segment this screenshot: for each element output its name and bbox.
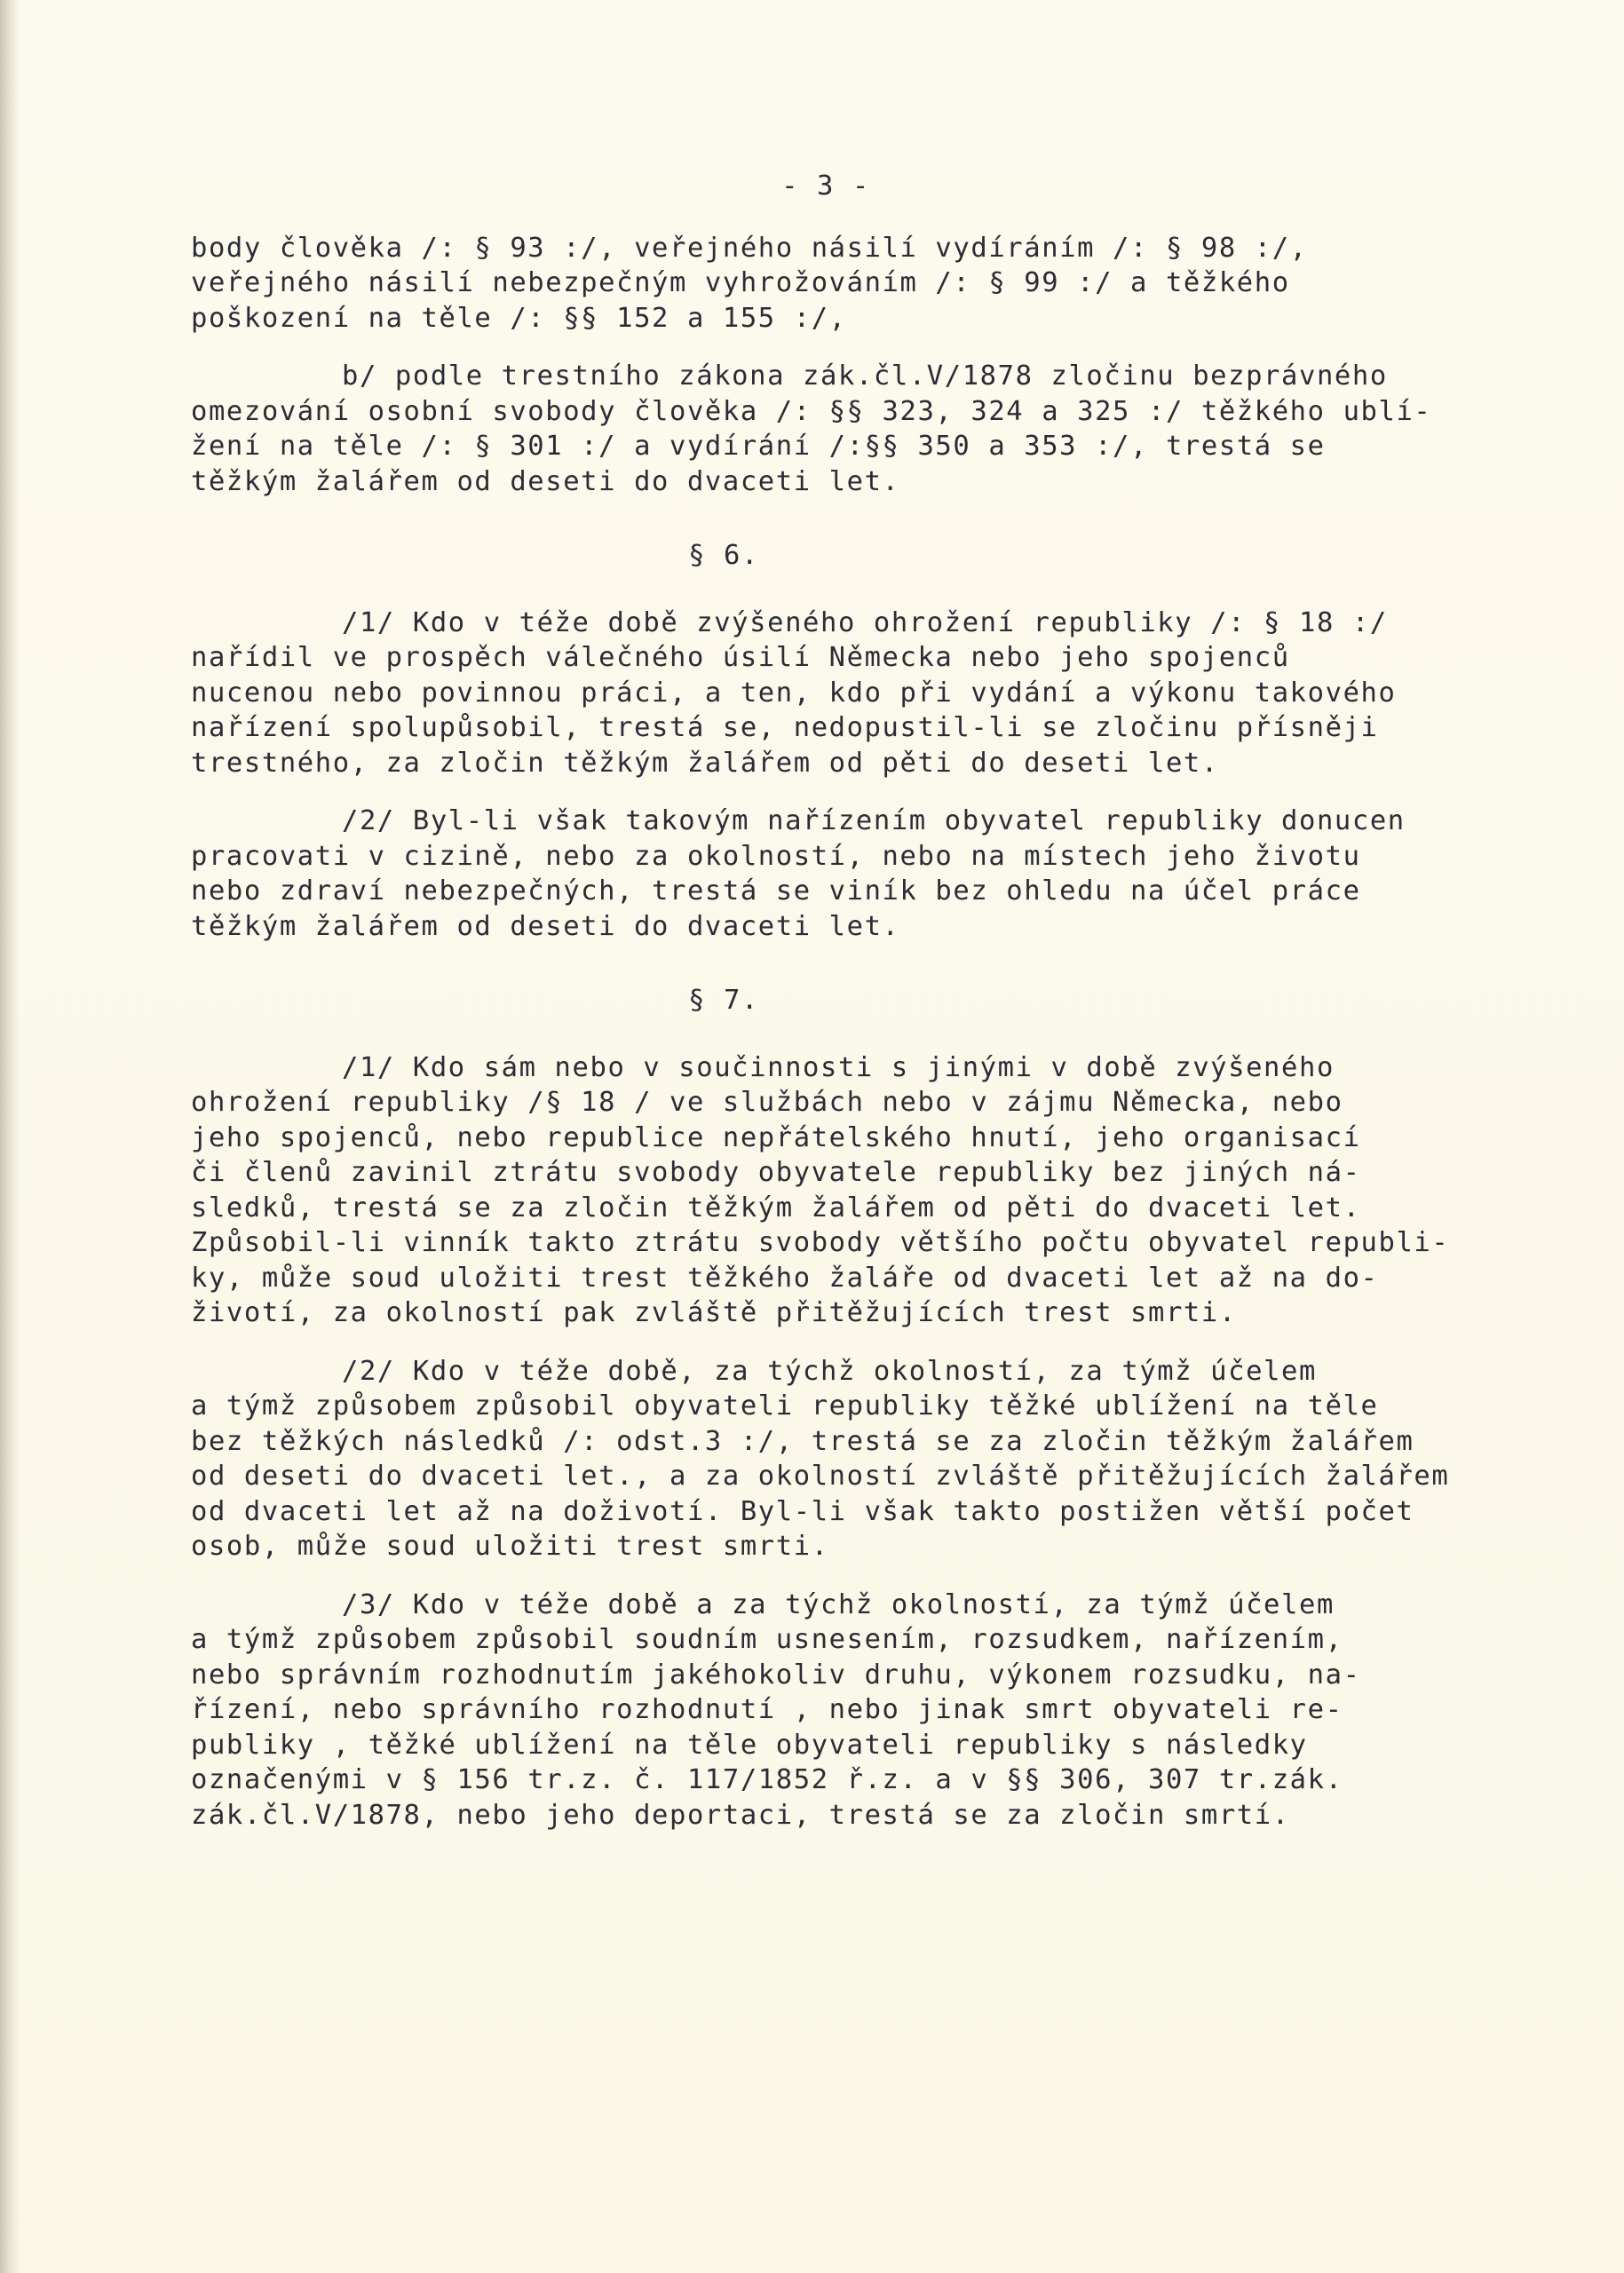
typewritten-text <box>191 169 1576 1833</box>
text-line: žení na těle /: § 301 :/ a vydírání /:§§ 350 a 353 :/, trestá se <box>191 431 1326 462</box>
text-line: od deseti do dvaceti let., a za okolností zvláště přitěžujících žalářem <box>191 1461 1450 1492</box>
text-line: řízení, nebo správního rozhodnutí , nebo jinak smrt obyvateli re- <box>191 1694 1343 1725</box>
text-line: /2/ Byl-li však takovým nařízením obyvatel republiky donucen <box>342 805 1406 836</box>
section-7-heading: § 7. <box>688 985 759 1016</box>
section-6-subsection-1 <box>191 606 1576 781</box>
text-line: zák.čl.V/1878, nebo jeho deportaci, trestá se za zločin smrtí. <box>191 1799 1290 1831</box>
text-line: body člověka /: § 93 :/, veřejného násilí vydíráním /: § 98 :/, <box>191 232 1308 264</box>
text-line: či členů zavinil ztrátu svobody obyvatele republiky bez jiných ná- <box>191 1157 1361 1188</box>
text-line: nebo správním rozhodnutím jakéhokoliv druhu, výkonem rozsudku, na- <box>191 1659 1361 1691</box>
text-line: nařídil ve prospěch válečného úsilí Německa nebo jeho spojenců <box>191 642 1290 673</box>
text-line: veřejného násilí nebezpečným vyhrožováním /: § 99 :/ a těžkého <box>191 267 1290 298</box>
text-line: bez těžkých následků /: odst.3 :/, trestá se za zločin těžkým žalářem <box>191 1425 1414 1457</box>
text-line: a týmž způsobem způsobil obyvateli republiky těžké ublížení na těle <box>191 1390 1379 1422</box>
text-line: /2/ Kdo v téže době, za týchž okolností, za týmž účelem <box>342 1355 1317 1387</box>
text-line: sledků, trestá se za zločin těžkým žalářem od pěti do dvaceti let. <box>191 1192 1361 1224</box>
section-6-heading: § 6. <box>688 540 759 571</box>
text-line: ohrožení republiky /§ 18 / ve službách nebo v zájmu Německa, nebo <box>191 1087 1343 1118</box>
page-edge-shadow <box>0 0 20 2273</box>
text-line: omezování osobní svobody člověka /: §§ 323, 324 a 325 :/ těžkého ublí- <box>191 395 1432 427</box>
text-line: těžkým žalářem od deseti do dvaceti let. <box>191 465 900 497</box>
page-number: - 3 - <box>781 170 870 202</box>
text-line: nebo zdraví nebezpečných, trestá se viník bez ohledu na účel práce <box>191 875 1361 907</box>
text-line: nařízení spolupůsobil, trestá se, nedopustil-li se zločinu přísněji <box>191 712 1379 743</box>
text-line: b/ podle trestního zákona zák.čl.V/1878 zločinu bezprávného <box>342 360 1388 392</box>
text-line: životí, za okolností pak zvláště přitěžujících trest smrti. <box>191 1297 1237 1328</box>
intro-paragraph <box>191 231 1576 337</box>
text-line: ky, může soud uložiti trest těžkého žaláře od dvaceti let až na do- <box>191 1262 1379 1294</box>
text-line: od dvaceti let až na doživotí. Byl-li však takto postižen větší počet <box>191 1495 1414 1527</box>
paragraph-b <box>191 359 1576 499</box>
text-line: poškození na těle /: §§ 152 a 155 :/, <box>191 302 847 334</box>
section-7-subsection-1 <box>191 1050 1576 1331</box>
text-line: nucenou nebo povinnou práci, a ten, kdo při vydání a výkonu takového <box>191 677 1397 709</box>
text-line: označenými v § 156 tr.z. č. 117/1852 ř.z. a v §§ 306, 307 tr.zák. <box>191 1764 1343 1795</box>
text-line: /3/ Kdo v téže době a za týchž okolností, za týmž účelem <box>342 1588 1335 1620</box>
text-line: osob, může soud uložiti trest smrti. <box>191 1531 829 1562</box>
text-line: /1/ Kdo v téže době zvýšeného ohrožení republiky /: § 18 :/ <box>342 606 1388 638</box>
section-6-subsection-2 <box>191 804 1576 944</box>
section-7-subsection-3 <box>191 1588 1576 1833</box>
text-line: /1/ Kdo sám nebo v součinnosti s jinými v době zvýšeného <box>342 1051 1335 1083</box>
text-line: těžkým žalářem od deseti do dvaceti let. <box>191 910 900 942</box>
text-line: jeho spojenců, nebo republice nepřátelského hnutí, jeho organisací <box>191 1121 1361 1153</box>
text-line: trestného, za zločin těžkým žalářem od pěti do deseti let. <box>191 747 1219 779</box>
text-line: publiky , těžké ublížení na těle obyvateli republiky s následky <box>191 1729 1308 1761</box>
section-7-subsection-2 <box>191 1354 1576 1564</box>
text-line: pracovati v cizině, nebo za okolností, nebo na místech jeho životu <box>191 840 1361 872</box>
text-line: a týmž způsobem způsobil soudním usnesením, rozsudkem, nařízením, <box>191 1624 1343 1655</box>
text-line: Způsobil-li vinník takto ztrátu svobody většího počtu obyvatel republi- <box>191 1227 1450 1258</box>
